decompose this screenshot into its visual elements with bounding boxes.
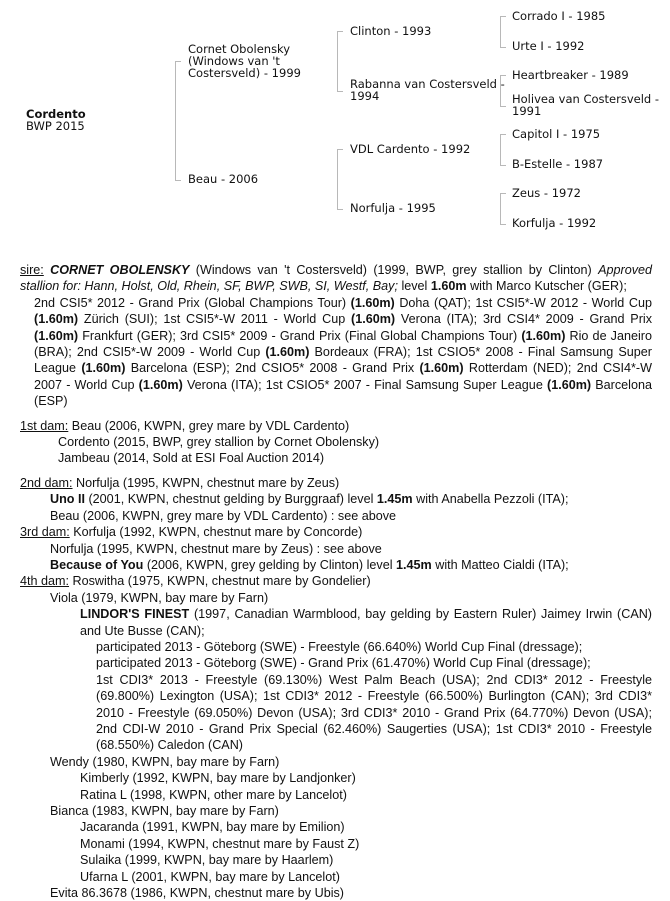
dam3-label: 3rd dam: [20, 525, 70, 540]
wendy-offspring: Kimberly (1992, KWPN, bay mare by Landjonker) [80, 771, 356, 786]
pedigree-dam: Beau - 2006 [188, 172, 259, 186]
uno-rider: with Anabella Pezzoli (ITA); [412, 492, 569, 507]
bianca-offspring: Ufarna L (2001, KWPN, bay mare by Lancelot) [80, 869, 340, 884]
sire-result-event: 3rd CSI5* 2009 - Grand Prix (Final Global Champions Tour) [180, 328, 522, 343]
sire-result-height: (1.60m) [351, 312, 396, 327]
dam4-offspring-wendy: Wendy (1980, KWPN, bay mare by Farn) [50, 754, 280, 769]
sire-details: (Windows van 't Costersveld) (1999, BWP, grey stallion by Clinton) [189, 263, 592, 277]
because-text: (2006, KWPN, grey gelding by Clinton) level [143, 557, 397, 572]
dam4-offspring-evita: Evita 86.3678 (1986, KWPN, chestnut mare by Ubis) [50, 886, 344, 901]
lindor-result: participated 2013 - Göteborg (SWE) - Grand Prix (61.470%) World Cup Final (dressage); [96, 656, 591, 671]
sire-section [20, 262, 652, 410]
sire-result-event: 1st CSI5*-W 2011 - World Cup [163, 312, 352, 327]
sire-approved: Approved stallion for: Hann, Holst, Old, Rhein, SF, BWP, SWB, SI, Westf, Bay; [20, 263, 653, 294]
pedigree-dam-dam: Norfulja - 1995 [350, 201, 436, 215]
pedigree-ddd: Korfulja - 1992 [512, 216, 597, 230]
pedigree-dds: Zeus - 1972 [512, 186, 581, 200]
sire-result-location: Zürich (SUI); [78, 312, 164, 327]
sire-result-location: Verona (ITA); [395, 312, 483, 327]
dam2-section [20, 475, 652, 524]
subject-block [26, 108, 86, 132]
pedigree-sire: Cornet Obolensky (Windows van 't Costersveld) - 1999 [188, 42, 301, 80]
dam3-section [20, 524, 652, 573]
subject-studbook-year: BWP 2015 [26, 119, 85, 133]
lindor-result: 1st CDI3* 2013 - Freestyle (69.130%) West Palm Beach (USA); 2nd CDI3* 2012 - Freestyle (69.800%) Lexington (USA); 1st CDI3* 2012 - Freestyle (66.500%) Burlington (CAN); 3rd CDI3* 2010 - Freestyle (69.050%) Devon (USA); 3rd CDI3* 2010 - Grand Prix (64.770%) Devon (USA); 2nd CDI-W 2010 - Grand Prix Special (62.460%) Saugerties (USA); 1st CDI3* 2010 - Freestyle (68.550%) Caledon (CAN) [96, 672, 652, 753]
sire-result-event: 1st CSI5*-W 2012 - World Cup [475, 295, 652, 310]
pedigree-dam-sire: VDL Cardento - 1992 [350, 142, 471, 156]
pedigree-sdd: Holivea van Costersveld - 1991 [512, 92, 659, 118]
dam4-label: 4th dam: [20, 574, 70, 589]
dam4-text: Roswitha (1975, KWPN, chestnut mare by Gondelier) [69, 574, 371, 589]
lindor-results [20, 639, 652, 754]
pedigree-dsd: B-Estelle - 1987 [512, 157, 604, 171]
because-rider: with Matteo Cialdi (ITA); [431, 557, 569, 572]
sire-result-location: Barcelona (ESP) [34, 377, 652, 409]
bianca-offspring: Jacaranda (1991, KWPN, bay mare by Emilion) [80, 820, 345, 835]
dam4-offspring-viola: Viola (1979, KWPN, bay mare by Farn) [50, 590, 269, 605]
sire-result-event: 2nd CSIO5* 2008 - Grand Prix [235, 361, 420, 376]
dam2-text: Norfulja (1995, KWPN, chestnut mare by Zeus) [72, 475, 340, 490]
dam2-offspring-uno [20, 491, 652, 507]
sire-name: CORNET OBOLENSKY [50, 263, 190, 277]
dam1-text: Beau (2006, KWPN, grey mare by VDL Cardento) [68, 418, 350, 433]
because-level: 1.45m [396, 557, 432, 572]
sire-result-location: Verona (ITA); [182, 377, 266, 392]
uno-level: 1.45m [376, 492, 413, 507]
sire-result-height: (1.60m) [265, 345, 310, 360]
sire-result-event: 2nd CSI5* 2012 - Grand Prix (Global Champions Tour) [34, 295, 351, 310]
dam3-text: Korfulja (1992, KWPN, chestnut mare by Concorde) [69, 525, 363, 540]
dam1-label: 1st dam: [20, 418, 69, 433]
sire-result-location: Frankfurt (GER); [78, 328, 181, 343]
uno-text: (2001, KWPN, chestnut gelding by Burggraaf) level [84, 492, 377, 507]
bracket-line [500, 16, 506, 48]
sire-result-location: Rio de Janeiro (BRA); [34, 328, 652, 360]
sire-result-height: (1.60m) [547, 377, 592, 392]
bracket-line [500, 193, 506, 225]
pedigree-sire-dam: Rabanna van Costersveld - 1994 [350, 77, 505, 103]
wendy-offspring: Ratina L (1998, KWPN, other mare by Lancelot) [80, 787, 347, 802]
spacer [20, 467, 652, 475]
sire-result-event: 1st CSIO5* 2008 - Final Samsung Super League [34, 345, 652, 376]
dam1-offspring: Cordento (2015, BWP, grey stallion by Cornet Obolensky) [58, 435, 380, 450]
sire-result-height: (1.60m) [521, 328, 566, 343]
breeding-text [20, 262, 652, 901]
sire-level: 1.60m [430, 279, 467, 294]
because-name: Because of You [50, 557, 144, 572]
sire-result-height: (1.60m) [34, 312, 79, 327]
lindor-entry [20, 606, 652, 639]
subject-name: Cordento [26, 107, 86, 121]
sire-level-prefix: level [397, 279, 431, 294]
dam2-label: 2nd dam: [20, 475, 73, 490]
dam3-offspring-norfulja: Norfulja (1995, KWPN, chestnut mare by Zeus) : see above [50, 541, 382, 556]
bracket-line [175, 61, 181, 181]
dam4-section [20, 573, 652, 901]
bracket-line [500, 134, 506, 166]
pedigree-dss: Capitol I - 1975 [512, 127, 601, 141]
bianca-offspring: Sulaika (1999, KWPN, bay mare by Haarlem) [80, 853, 334, 868]
sire-result-height: (1.60m) [138, 377, 183, 392]
spacer [20, 410, 652, 418]
sire-rider: with Marco Kutscher (GER); [466, 279, 627, 294]
pedigree-sds: Heartbreaker - 1989 [512, 68, 629, 82]
sire-result-event: 1st CSIO5* 2007 - Final Samsung Super League [265, 377, 547, 392]
sire-label: sire: [20, 263, 44, 277]
dam3-offspring-because [20, 557, 652, 573]
sire-result-location: Rotterdam (NED); [463, 361, 577, 376]
bracket-line [337, 31, 343, 92]
dam1-section [20, 418, 652, 467]
sire-result-height: (1.60m) [419, 361, 464, 376]
sire-result-height: (1.60m) [81, 361, 126, 376]
sire-result-location: Doha (QAT); [394, 295, 476, 310]
pedigree-sss: Corrado I - 1985 [512, 9, 606, 23]
sire-result-location: Barcelona (ESP); [125, 361, 236, 376]
dam4-offspring-bianca: Bianca (1983, KWPN, bay mare by Farn) [50, 804, 279, 818]
dam1-offspring: Jambeau (2014, Sold at ESI Foal Auction 2014) [58, 451, 325, 466]
sire-results [20, 295, 652, 410]
uno-name: Uno II [50, 492, 85, 507]
sire-result-location: Bordeaux (FRA); [309, 345, 416, 360]
pedigree-sire-sire: Clinton - 1993 [350, 24, 432, 38]
sire-result-event: 2nd CSI4*-W 2007 - World Cup [34, 361, 652, 392]
sire-result-height: (1.60m) [34, 328, 79, 343]
sire-result-event: 2nd CSI5*-W 2009 - World Cup [76, 345, 266, 360]
lindor-name: LINDOR'S FINEST [80, 607, 190, 622]
lindor-text: (1997, Canadian Warmblood, bay gelding by Eastern Ruler) Jaimey Irwin (CAN) and Ute Busse (CAN); [80, 607, 653, 638]
pedigree-ssd: Urte I - 1992 [512, 39, 585, 53]
dam2-offspring-beau: Beau (2006, KWPN, grey mare by VDL Cardento) : see above [50, 508, 397, 523]
bianca-offspring: Monami (1994, KWPN, chestnut mare by Faust Z) [80, 836, 360, 851]
bracket-line [500, 75, 506, 107]
sire-heading [20, 262, 652, 295]
sire-result-height: (1.60m) [350, 295, 395, 310]
sire-result-event: 3rd CSI4* 2009 - Grand Prix [482, 312, 652, 327]
bracket-line [337, 149, 343, 210]
lindor-result: participated 2013 - Göteborg (SWE) - Freestyle (66.640%) World Cup Final (dressage); [96, 639, 583, 654]
